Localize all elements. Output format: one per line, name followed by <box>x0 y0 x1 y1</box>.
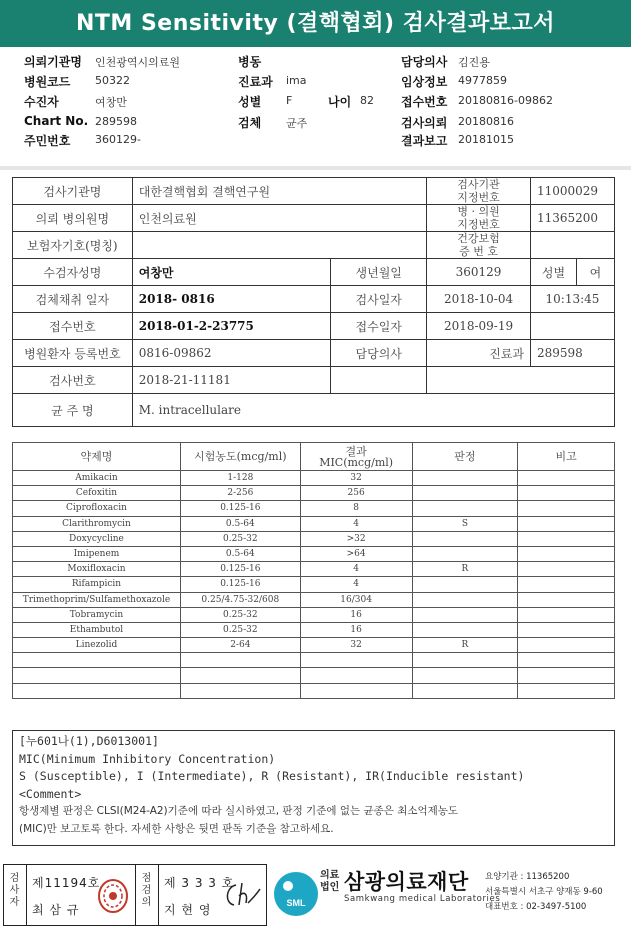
label-sex: 성별 <box>238 95 262 109</box>
test-range-cell: 0.5-64 <box>180 516 300 531</box>
notes-comment-line2: (MIC)만 보고토록 한다. 자세한 사항은 뒷면 판독 기준을 참고하세요. <box>19 822 334 835</box>
interpretation-cell: S <box>412 516 518 531</box>
lab-org-label: 검사기관명 <box>13 178 133 205</box>
corp-english-name: Samkwang medical Laboratories <box>344 894 501 904</box>
test-range-cell: 2-256 <box>180 486 300 501</box>
susceptibility-body <box>13 471 615 699</box>
exam-no-label: 검사번호 <box>13 367 133 394</box>
drug-name-cell: Ethambutol <box>13 622 181 637</box>
mic-cell <box>300 668 412 683</box>
drug-row <box>13 683 615 698</box>
value-request-date: 20180816 <box>458 115 514 128</box>
value-doctor: 김진용 <box>458 56 490 69</box>
col-drug-name: 약제명 <box>13 443 181 471</box>
drug-name-cell: Amikacin <box>13 471 181 486</box>
value-patient: 여창만 <box>95 96 127 109</box>
col-interpretation: 판정 <box>412 443 518 471</box>
lab-code-label-line2: 지정번호 <box>457 191 500 204</box>
footer <box>0 862 631 930</box>
recv-date-value: 2018-09-19 <box>427 313 531 340</box>
organism-label: 균 주 명 <box>13 394 133 427</box>
susceptibility-header-row <box>13 443 615 471</box>
col-test-range: 시험농도(mcg/ml) <box>180 443 300 471</box>
test-range-cell: 0.125-16 <box>180 501 300 516</box>
notes-comment-heading: <Comment> <box>19 786 82 801</box>
drug-row <box>13 562 615 577</box>
label-hospital-code: 병원코드 <box>24 75 71 89</box>
mic-cell: >64 <box>300 546 412 561</box>
mic-cell: 16 <box>300 622 412 637</box>
remarks-cell <box>518 683 615 698</box>
drug-row <box>13 638 615 653</box>
interpretation-cell <box>412 607 518 622</box>
remarks-cell <box>518 622 615 637</box>
drug-name-cell <box>13 653 181 668</box>
exam-no-blank-1 <box>331 367 427 394</box>
corp-phone: 대표번호 : 02-3497-5100 <box>485 902 587 912</box>
remarks-cell <box>518 653 615 668</box>
drug-name-cell <box>13 668 181 683</box>
drug-name-cell: Linezolid <box>13 638 181 653</box>
drug-row <box>13 592 615 607</box>
value-report-date: 20181015 <box>458 133 514 146</box>
remarks-cell <box>518 531 615 546</box>
organism-value: M. intracellulare <box>132 394 614 427</box>
sig-divider-2 <box>135 865 136 925</box>
mic-cell: 8 <box>300 501 412 516</box>
interpretation-cell <box>412 653 518 668</box>
mic-cell <box>300 653 412 668</box>
test-date-label: 검사일자 <box>331 286 427 313</box>
test-range-cell <box>180 668 300 683</box>
remarks-cell <box>518 546 615 561</box>
mic-cell: 32 <box>300 471 412 486</box>
insurance-label: 보험자기호(명칭) <box>13 232 133 259</box>
drug-name-cell: Cefoxitin <box>13 486 181 501</box>
mic-cell: 256 <box>300 486 412 501</box>
corp-contact <box>485 870 603 915</box>
label-specimen: 검체 <box>238 116 262 130</box>
mic-cell: >32 <box>300 531 412 546</box>
value-chart-no: 289598 <box>95 115 137 128</box>
remarks-cell <box>518 516 615 531</box>
drug-name-cell <box>13 683 181 698</box>
value-sex: F <box>286 94 293 107</box>
lab-code-value: 11000029 <box>530 178 614 205</box>
drug-name-cell: Imipenem <box>13 546 181 561</box>
value-receipt-no: 20180816-09862 <box>458 94 553 107</box>
mic-cell: 32 <box>300 638 412 653</box>
interpretation-cell: R <box>412 562 518 577</box>
value-hospital-code: 50322 <box>95 74 130 87</box>
interpretation-cell <box>412 668 518 683</box>
label-patient: 수진자 <box>24 95 59 109</box>
exam-no-value: 2018-21-11181 <box>132 367 331 394</box>
label-age: 나이 <box>328 95 352 109</box>
interpretation-cell <box>412 592 518 607</box>
mic-cell: 16/304 <box>300 592 412 607</box>
drug-row <box>13 546 615 561</box>
patient-name-label: 수검자성명 <box>13 259 133 286</box>
remarks-cell <box>518 486 615 501</box>
interpretation-cell <box>412 577 518 592</box>
remarks-cell <box>518 638 615 653</box>
health-no-value <box>530 232 614 259</box>
drug-name-cell: Rifampicin <box>13 577 181 592</box>
sig-divider-1 <box>26 865 27 925</box>
mic-cell: 4 <box>300 516 412 531</box>
drug-row <box>13 516 615 531</box>
test-range-cell: 0.125-16 <box>180 562 300 577</box>
recv-date-label: 접수일자 <box>331 313 427 340</box>
dept-value: 289598 <box>530 340 614 367</box>
remarks-cell <box>518 607 615 622</box>
corp-type-line2: 법인 <box>320 882 340 893</box>
value-institution: 인천광역시의료원 <box>95 56 181 69</box>
test-date-value: 2018-10-04 <box>427 286 531 313</box>
remarks-cell <box>518 668 615 683</box>
health-no-label-line1: 건강보험 <box>457 232 500 245</box>
value-specimen: 균주 <box>286 117 308 130</box>
label-institution: 의뢰기관명 <box>24 55 82 69</box>
col-mic-line2: MIC(mcg/ml) <box>319 455 394 469</box>
hosp-code-value: 11365200 <box>530 205 614 232</box>
drug-row <box>13 668 615 683</box>
test-range-cell: 0.25/4.75-32/608 <box>180 592 300 607</box>
drug-row <box>13 607 615 622</box>
sml-logo-icon <box>272 866 320 918</box>
drug-name-cell: Moxifloxacin <box>13 562 181 577</box>
col-mic-line1: 결과 <box>345 444 367 458</box>
drug-row <box>13 577 615 592</box>
mic-cell: 16 <box>300 607 412 622</box>
interpretation-cell: R <box>412 638 518 653</box>
value-resident-no: 360129- <box>95 133 141 146</box>
corp-type <box>320 870 339 894</box>
sex-value: 여 <box>576 259 614 286</box>
test-range-cell: 1-128 <box>180 471 300 486</box>
susceptibility-table <box>12 442 615 699</box>
dept-label: 진료과 <box>427 340 531 367</box>
value-age: 82 <box>360 94 374 107</box>
header-info <box>0 52 631 164</box>
dob-label: 생년월일 <box>331 259 427 286</box>
checker-name: 지 현 영 <box>164 903 212 917</box>
drug-row <box>13 531 615 546</box>
drug-row <box>13 486 615 501</box>
corp-name: 삼광의료재단 <box>344 870 469 894</box>
label-clinical-info: 임상정보 <box>401 75 448 89</box>
req-hosp-value: 인천의료원 <box>132 205 426 232</box>
col-remarks: 비고 <box>518 443 615 471</box>
report-title: NTM Sensitivity (결핵협회) 검사결과보고서 <box>0 0 631 47</box>
hosp-code-label-line1: 병 · 의원 <box>457 205 500 218</box>
label-department: 진료과 <box>238 75 273 89</box>
drug-name-cell: Doxycycline <box>13 531 181 546</box>
test-range-cell: 0.25-32 <box>180 622 300 637</box>
sex-label: 성별 <box>530 259 576 286</box>
checker-license-no: 제 3 3 3 호 <box>164 876 235 890</box>
label-chart-no: Chart No. <box>24 114 89 128</box>
label-request-date: 검사의뢰 <box>401 116 448 130</box>
interpretation-cell <box>412 622 518 637</box>
lab-code-label <box>427 178 531 205</box>
test-range-cell: 2-64 <box>180 638 300 653</box>
tester-seal-icon <box>96 877 130 915</box>
recv-no-value: 2018-01-2-23775 <box>132 313 331 340</box>
drug-name-cell: Clarithromycin <box>13 516 181 531</box>
collect-date-value: 2018- 0816 <box>132 286 331 313</box>
remarks-cell <box>518 471 615 486</box>
interpretation-cell <box>412 531 518 546</box>
drug-row <box>13 622 615 637</box>
test-range-cell: 0.25-32 <box>180 531 300 546</box>
hosp-code-label <box>427 205 531 232</box>
mic-cell: 4 <box>300 562 412 577</box>
signature-box <box>3 864 267 926</box>
req-hosp-label: 의뢰 병의원명 <box>13 205 133 232</box>
label-report-date: 결과보고 <box>401 134 448 148</box>
test-range-cell: 0.25-32 <box>180 607 300 622</box>
label-doctor: 담당의사 <box>401 55 448 69</box>
drug-name-cell: Ciprofloxacin <box>13 501 181 516</box>
lab-org-value: 대한결핵협회 결핵연구원 <box>132 178 426 205</box>
patient-name-value: 여창만 <box>132 259 331 286</box>
health-no-label-line2: 증 번 호 <box>459 245 498 258</box>
section-divider <box>0 166 631 170</box>
interpretation-cell <box>412 683 518 698</box>
remarks-cell <box>518 562 615 577</box>
test-range-cell: 0.5-64 <box>180 546 300 561</box>
drug-row <box>13 653 615 668</box>
tester-license-no: 제11194호 <box>32 876 101 890</box>
recv-no-label: 접수번호 <box>13 313 133 340</box>
interpretation-cell <box>412 471 518 486</box>
mic-cell: 4 <box>300 577 412 592</box>
corp-institution-no: 요양기관 : 11365200 <box>485 872 570 882</box>
reg-no-label: 병원환자 등록번호 <box>13 340 133 367</box>
notes-legend: S (Susceptible), I (Intermediate), R (Resistant), IR(Inducible resistant) <box>19 769 525 783</box>
doctor-label: 담당의사 <box>331 340 427 367</box>
insurance-value <box>132 232 426 259</box>
notes-comment-line1: 항생제별 판정은 CLSI(M24-A2)기준에 따라 실시하였고, 판정 기준에 없는 균종은 최소억제농도 <box>19 805 459 817</box>
drug-name-cell: Trimethoprim/Sulfamethoxazole <box>13 592 181 607</box>
test-time-value: 10:13:45 <box>530 286 614 313</box>
health-no-label <box>427 232 531 259</box>
recv-date-blank <box>530 313 614 340</box>
lab-code-label-line1: 검사기관 <box>457 178 500 191</box>
test-range-cell: 0.125-16 <box>180 577 300 592</box>
corp-type-line1: 의료 <box>320 870 340 881</box>
interpretation-cell <box>412 486 518 501</box>
drug-row <box>13 471 615 486</box>
collect-date-label: 검체채취 일자 <box>13 286 133 313</box>
checker-signature-icon <box>222 879 262 911</box>
label-ward: 병동 <box>238 55 262 69</box>
tester-vertical-label: 검사자 <box>9 873 20 908</box>
sml-logo-text: SML <box>286 898 306 908</box>
value-clinical-info: 4977859 <box>458 74 507 87</box>
exam-no-blank-2 <box>427 367 615 394</box>
interpretation-cell <box>412 546 518 561</box>
interpretation-cell <box>412 501 518 516</box>
reg-no-value: 0816-09862 <box>132 340 331 367</box>
drug-name-cell: Tobramycin <box>13 607 181 622</box>
sig-divider-3 <box>158 865 159 925</box>
tester-name: 최 삼 규 <box>32 903 80 917</box>
mic-cell <box>300 683 412 698</box>
hosp-code-label-line2: 지정번호 <box>457 218 500 231</box>
test-range-cell <box>180 683 300 698</box>
label-receipt-no: 접수번호 <box>401 95 448 109</box>
corp-address: 서울특별시 서초구 양재동 9-60 <box>485 887 603 897</box>
drug-row <box>13 501 615 516</box>
remarks-cell <box>518 577 615 592</box>
value-department: ima <box>286 74 307 87</box>
test-range-cell <box>180 653 300 668</box>
checker-vertical-label: 점검의 <box>141 873 152 908</box>
remarks-cell <box>518 501 615 516</box>
specimen-info-table <box>12 177 615 427</box>
label-resident-no: 주민번호 <box>24 134 71 148</box>
remarks-cell <box>518 592 615 607</box>
col-mic <box>300 443 412 471</box>
notes-code: [누601나(1),D6013001] <box>19 734 159 748</box>
dob-value: 360129 <box>427 259 531 286</box>
notes-mic-definition: MIC(Minimum Inhibitory Concentration) <box>19 751 276 766</box>
notes-box <box>12 730 615 846</box>
